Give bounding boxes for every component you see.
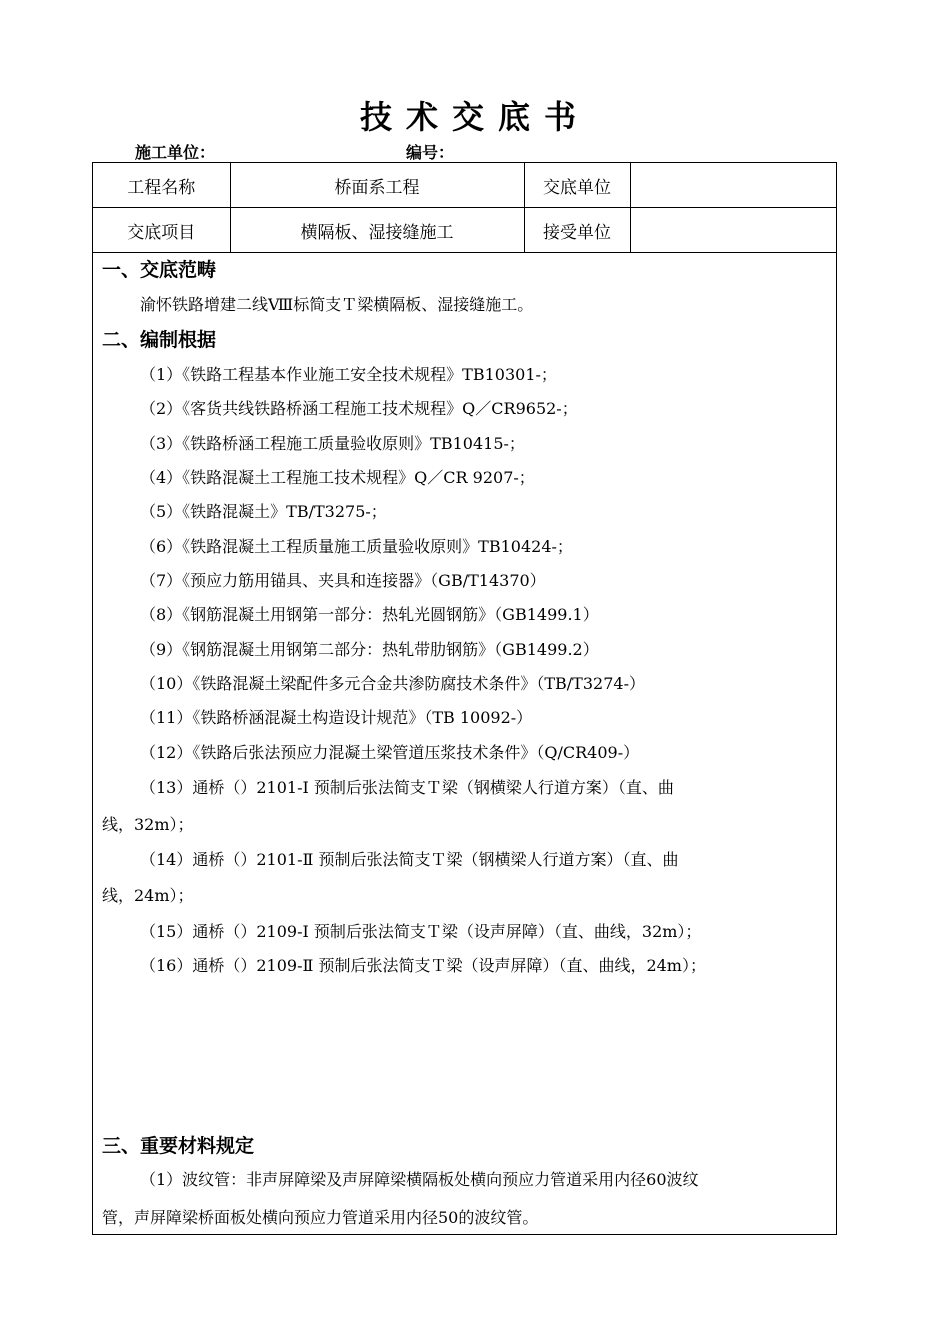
section-3-text-continued: 管，声屏障梁桥面板处横向预应力管道采用内径50的波纹管。	[102, 1208, 539, 1227]
number-label: 编号：	[406, 143, 455, 162]
reference-item: （14）通桥（）2101-Ⅱ 预制后张法简支Ｔ梁（钢横梁人行道方案）（直、曲	[140, 850, 679, 869]
reference-item: （1）《铁路工程基本作业施工安全技术规程》TB10301-；	[140, 365, 557, 384]
reference-item: （7）《预应力筋用锚具、夹具和连接器》（GB/T14370）	[140, 571, 546, 590]
reference-item: （3）《铁路桥涵工程施工质量验收原则》TB10415-；	[140, 434, 525, 453]
reference-item: （9）《钢筋混凝土用钢第二部分：热轧带肋钢筋》（GB1499.2）	[140, 640, 599, 659]
reference-item: （12）《铁路后张法预应力混凝土梁管道压浆技术条件》（Q/CR409-）	[140, 743, 640, 762]
document-title: 技术交底书	[359, 98, 590, 136]
table-row	[93, 208, 836, 253]
reference-item: （5）《铁路混凝土》TB/T3275-；	[140, 502, 387, 521]
reference-item-continued: 线，24m）；	[102, 886, 194, 905]
receiving-unit-label: 接受单位	[524, 208, 630, 253]
receiving-unit-value	[630, 208, 836, 253]
construction-unit-label: 施工单位：	[135, 143, 216, 162]
section-3-text: （1）波纹管：非声屏障梁及声屏障梁横隔板处横向预应力管道采用内径60波纹	[140, 1170, 699, 1189]
reference-item: （11）《铁路桥涵混凝土构造设计规范》（TB 10092-）	[140, 708, 533, 727]
reference-item: （10）《铁路混凝土梁配件多元合金共渗防腐技术条件》（TB/T3274-）	[140, 674, 645, 693]
section-1-text: 渝怀铁路增建二线Ⅷ标简支Ｔ梁横隔板、湿接缝施工。	[140, 295, 534, 314]
section-3-heading: 三、重要材料规定	[102, 1135, 255, 1157]
reference-item: （6）《铁路混凝土工程质量施工质量验收原则》TB10424-；	[140, 537, 573, 556]
issuing-unit-label: 交底单位	[524, 163, 630, 208]
item-label: 交底项目	[93, 208, 230, 253]
section-2-heading: 二、编制根据	[102, 329, 217, 351]
reference-item: （4）《铁路混凝土工程施工技术规程》Q／CR 9207-；	[140, 468, 535, 487]
reference-item: （8）《钢筋混凝土用钢第一部分：热轧光圆钢筋》（GB1499.1）	[140, 605, 599, 624]
reference-item-continued: 线，32m）；	[102, 815, 194, 834]
reference-item: （13）通桥（）2101-Ⅰ 预制后张法简支Ｔ梁（钢横梁人行道方案）（直、曲	[140, 778, 674, 797]
reference-item: （2）《客货共线铁路桥涵工程施工技术规程》Q／CR9652-；	[140, 399, 578, 418]
info-table	[93, 163, 836, 253]
reference-item: （15）通桥（）2109-Ⅰ 预制后张法简支Ｔ梁（设声屏障）（直、曲线，32m）；	[140, 922, 702, 941]
reference-item: （16）通桥（）2109-Ⅱ 预制后张法简支Ｔ梁（设声屏障）（直、曲线，24m）；	[140, 956, 706, 975]
project-name-label: 工程名称	[93, 163, 230, 208]
section-1-heading: 一、交底范畴	[102, 259, 217, 281]
item-value: 横隔板、湿接缝施工	[230, 208, 524, 253]
table-row	[93, 163, 836, 208]
issuing-unit-value	[630, 163, 836, 208]
document-frame	[92, 162, 837, 1235]
project-name-value: 桥面系工程	[230, 163, 524, 208]
